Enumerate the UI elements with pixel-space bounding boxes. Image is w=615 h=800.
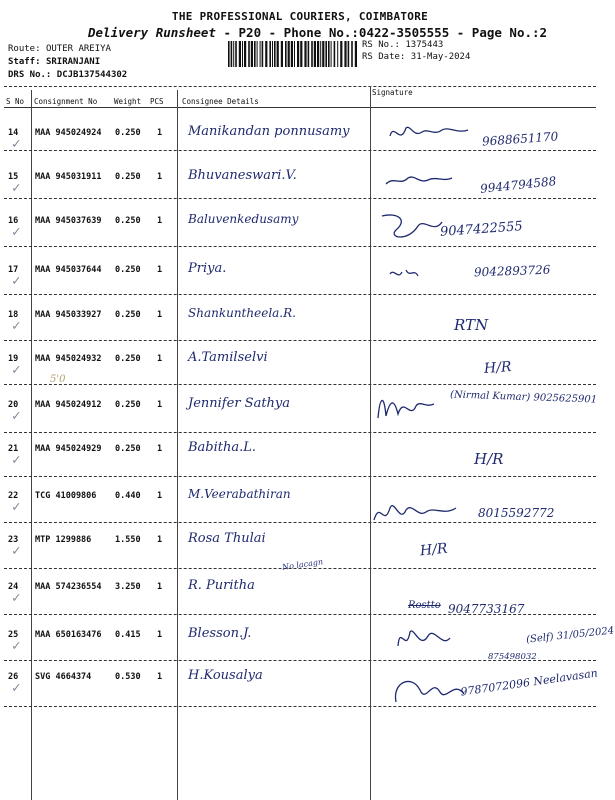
annotation-row25-phone: 875498032 xyxy=(488,652,537,662)
row-sno: 20 xyxy=(8,400,19,410)
row-separator xyxy=(4,150,596,151)
row-consignment-no: MAA 650163476 xyxy=(35,630,102,640)
row-consignee-details: Priya. xyxy=(188,261,227,276)
row-weight: 0.530 xyxy=(115,672,141,682)
row-separator xyxy=(4,340,596,341)
row-pcs: 1 xyxy=(157,582,163,592)
row-check-mark: ✓ xyxy=(12,224,21,240)
row-consignee-details: Rosa Thulai xyxy=(188,531,266,546)
route-line xyxy=(8,44,111,54)
row-signature: 9787072096 Neelavasan xyxy=(459,666,599,699)
barcode-image xyxy=(228,41,358,67)
handwritten-signature-scribble xyxy=(392,674,482,708)
runsheet-title-italic: Delivery Runsheet xyxy=(88,25,216,40)
row-pcs: 1 xyxy=(157,265,163,275)
row-sno: 17 xyxy=(8,265,19,275)
row-check-mark: ✓ xyxy=(12,638,21,654)
row-consignment-no: MTP 1299886 xyxy=(35,535,92,545)
row-check-mark: ✓ xyxy=(12,452,21,468)
row-separator xyxy=(4,246,596,247)
row-separator xyxy=(4,706,596,707)
row-separator xyxy=(4,614,596,615)
row-sno: 26 xyxy=(8,672,19,682)
row-weight: 0.415 xyxy=(115,630,141,640)
row-signature: (Nirmal Kumar) 9025625901 xyxy=(449,389,598,406)
row-signature: 9688651170 xyxy=(481,129,559,149)
company-name: THE PROFESSIONAL COURIERS, COIMBATORE xyxy=(171,10,429,23)
row-consignment-no: MAA 945024929 xyxy=(35,444,102,454)
rs-date-value: 31-May-2024 xyxy=(410,52,471,62)
col-header-consignee: Consignee Details xyxy=(182,97,259,106)
row-consignee-details: H.Kousalya xyxy=(188,668,263,683)
column-divider-sno xyxy=(31,90,32,800)
row-signature: H/R xyxy=(483,359,512,377)
row-signature: 9042893726 xyxy=(473,262,551,280)
row-consignment-no: MAA 945024924 xyxy=(35,128,102,138)
row-pcs: 1 xyxy=(157,310,163,320)
row-sno: 22 xyxy=(8,491,19,501)
annotation-row24-scratch: Rostto xyxy=(408,600,441,611)
row-signature: 9047422555 xyxy=(439,219,524,240)
rs-no-value: 1375443 xyxy=(405,40,444,50)
row-weight: 3.250 xyxy=(115,582,141,592)
row-check-mark: ✓ xyxy=(12,499,21,515)
annotation-row19-margin: 5'0 xyxy=(50,374,66,385)
rs-no-line xyxy=(362,40,443,50)
row-weight: 0.250 xyxy=(115,172,141,182)
row-sno: 25 xyxy=(8,630,19,640)
runsheet-title-rest: - P20 - Phone No.:0422-3505555 - Page No.:2 xyxy=(215,25,548,40)
row-pcs: 1 xyxy=(157,400,163,410)
drs-value: DCJB137544302 xyxy=(56,70,128,80)
row-separator xyxy=(4,476,596,477)
row-sno: 14 xyxy=(8,128,19,138)
row-sno: 24 xyxy=(8,582,19,592)
row-signature: (Self) 31/05/2024 xyxy=(525,625,615,646)
row-sno: 21 xyxy=(8,444,19,454)
rs-date-label: RS Date: xyxy=(362,52,406,62)
row-weight: 1.550 xyxy=(115,535,141,545)
handwritten-signature-scribble xyxy=(384,172,474,206)
annotation-row23-note: No lacagn xyxy=(281,557,324,572)
row-consignment-no: MAA 945033927 xyxy=(35,310,102,320)
row-separator xyxy=(4,432,596,433)
row-pcs: 1 xyxy=(157,216,163,226)
handwritten-signature-scribble xyxy=(374,392,464,426)
row-consignment-no: SVG 4664374 xyxy=(35,672,92,682)
row-sno: 19 xyxy=(8,354,19,364)
row-weight: 0.250 xyxy=(115,128,141,138)
row-consignee-details: Bhuvaneswari.V. xyxy=(188,168,297,183)
row-sno: 15 xyxy=(8,172,19,182)
route-label: Route: xyxy=(8,44,41,54)
row-consignee-details: Jennifer Sathya xyxy=(188,396,291,411)
row-consignee-details: Babitha.L. xyxy=(188,440,257,455)
row-consignee-details: R. Puritha xyxy=(188,578,255,593)
row-consignment-no: MAA 945031911 xyxy=(35,172,102,182)
runsheet-title xyxy=(88,25,547,40)
row-consignment-no: MAA 945037644 xyxy=(35,265,102,275)
row-consignment-no: MAA 574236554 xyxy=(35,582,102,592)
header-bottom-rule xyxy=(4,107,596,108)
row-sno: 18 xyxy=(8,310,19,320)
row-pcs: 1 xyxy=(157,172,163,182)
row-pcs: 1 xyxy=(157,535,163,545)
row-consignee-details: A.Tamilselvi xyxy=(188,350,268,365)
rs-date-line xyxy=(362,52,470,62)
row-check-mark: ✓ xyxy=(12,408,21,424)
row-signature: 8015592772 xyxy=(478,506,555,520)
route-value: OUTER AREIYA xyxy=(45,44,111,54)
col-header-pcs: PCS xyxy=(150,97,164,106)
row-weight: 0.250 xyxy=(115,216,141,226)
column-divider-signature xyxy=(370,86,371,800)
header-top-dash xyxy=(4,86,596,87)
handwritten-signature-scribble xyxy=(372,498,462,532)
row-pcs: 1 xyxy=(157,444,163,454)
row-consignee-details: Blesson.J. xyxy=(188,626,252,641)
handwritten-signature-scribble xyxy=(388,122,478,156)
row-check-mark: ✓ xyxy=(12,136,21,152)
handwritten-signature-scribble xyxy=(388,266,478,300)
row-weight: 0.250 xyxy=(115,310,141,320)
row-weight: 0.440 xyxy=(115,491,141,501)
col-header-consignment: Consignment No xyxy=(34,97,98,106)
row-consignee-details: M.Veerabathiran xyxy=(188,487,291,501)
row-weight: 0.250 xyxy=(115,265,141,275)
row-signature: 9944794588 xyxy=(479,174,557,196)
row-sno: 16 xyxy=(8,216,19,226)
row-consignment-no: TCG 41009806 xyxy=(35,491,97,501)
row-separator xyxy=(4,198,596,199)
row-pcs: 1 xyxy=(157,491,163,501)
row-pcs: 1 xyxy=(157,128,163,138)
row-consignment-no: MAA 945024912 xyxy=(35,400,102,410)
row-separator xyxy=(4,294,596,295)
staff-value: SRIRANJANI xyxy=(45,57,101,67)
row-sno: 23 xyxy=(8,535,19,545)
row-weight: 0.250 xyxy=(115,354,141,364)
row-check-mark: ✓ xyxy=(12,680,21,696)
row-consignee-details: Shankuntheela.R. xyxy=(188,306,296,320)
row-check-mark: ✓ xyxy=(12,543,21,559)
rs-no-label: RS No.: xyxy=(362,40,400,50)
row-pcs: 1 xyxy=(157,354,163,364)
handwritten-signature-scribble xyxy=(378,212,468,246)
row-check-mark: ✓ xyxy=(12,273,21,289)
row-pcs: 1 xyxy=(157,672,163,682)
col-header-sno: S No xyxy=(6,97,25,106)
row-pcs: 1 xyxy=(157,630,163,640)
staff-label: Staff: xyxy=(8,57,41,67)
row-consignment-no: MAA 945037639 xyxy=(35,216,102,226)
row-weight: 0.250 xyxy=(115,400,141,410)
drs-label: DRS No.: xyxy=(8,70,52,80)
row-separator xyxy=(4,522,596,523)
row-signature: 9047733167 xyxy=(448,602,525,616)
row-separator xyxy=(4,384,596,385)
row-consignment-no: MAA 945024932 xyxy=(35,354,102,364)
col-header-weight: Weight xyxy=(114,97,142,106)
col-header-signature: Signature xyxy=(372,88,413,97)
row-check-mark: ✓ xyxy=(12,180,21,196)
handwritten-signature-scribble xyxy=(394,624,484,658)
row-signature: RTN xyxy=(454,316,489,334)
row-signature: H/R xyxy=(419,540,449,560)
row-signature: H/R xyxy=(474,450,504,468)
row-weight: 0.250 xyxy=(115,444,141,454)
staff-line xyxy=(8,57,100,67)
row-check-mark: ✓ xyxy=(12,590,21,606)
column-divider-consignee xyxy=(177,90,178,800)
row-check-mark: ✓ xyxy=(12,318,21,334)
row-check-mark: ✓ xyxy=(12,362,21,378)
drs-line xyxy=(8,70,127,80)
row-consignee-details: Manikandan ponnusamy xyxy=(188,124,350,139)
row-consignee-details: Baluvenkedusamy xyxy=(188,212,299,226)
